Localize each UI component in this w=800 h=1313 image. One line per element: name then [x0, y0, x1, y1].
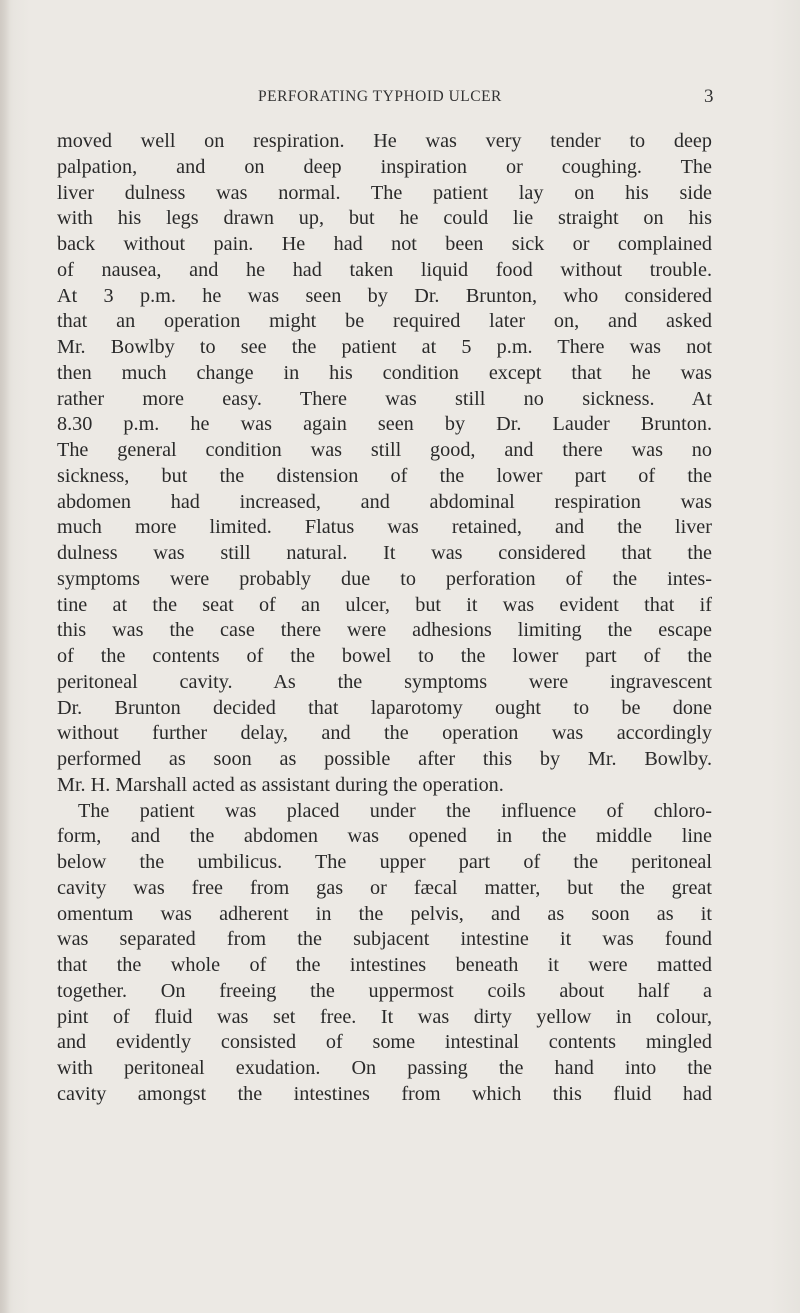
text-line: of nausea, and he had taken liquid food without trouble. [57, 258, 712, 281]
text-line: symptoms were probably due to perforation of the intes- [57, 567, 712, 590]
text-line: At 3 p.m. he was seen by Dr. Brunton, who considered [57, 284, 712, 307]
text-line: with peritoneal exudation. On passing the hand into the [57, 1057, 712, 1079]
text-line: with his legs drawn up, but he could lie straight on his [57, 207, 712, 230]
binding-gutter-shadow [0, 0, 10, 1313]
text-line: then much change in his condition except that he was [57, 361, 712, 384]
text-line: omentum was adherent in the pelvis, and as soon as it [57, 902, 712, 925]
body-text [57, 129, 712, 1108]
text-line: of the contents of the bowel to the lower part of the [57, 645, 712, 667]
running-title: PERFORATING TYPHOID ULCER [258, 88, 502, 105]
running-header [0, 88, 800, 112]
text-line: below the umbilicus. The upper part of the peritoneal [57, 851, 712, 873]
text-line: The general condition was still good, and there was no [57, 439, 712, 461]
text-line: that the whole of the intestines beneath it were matted [57, 954, 712, 976]
text-line: sickness, but the distension of the lower part of the [57, 464, 712, 487]
text-line: tine at the seat of an ulcer, but it was evident that if [57, 593, 712, 616]
text-line: liver dulness was normal. The patient lay on his side [57, 181, 712, 204]
text-line: without further delay, and the operation was accordingly [57, 722, 712, 745]
text-line: that an operation might be required later on, and asked [57, 310, 712, 333]
text-line: and evidently consisted of some intestinal contents mingled [57, 1031, 712, 1054]
text-line: peritoneal cavity. As the symptoms were ingravescent [57, 670, 712, 693]
page-number: 3 [704, 86, 714, 107]
text-line: together. On freeing the uppermost coils about half a [57, 979, 712, 1002]
text-line: form, and the abdomen was opened in the middle line [57, 825, 712, 848]
text-line: much more limited. Flatus was retained, and the liver [57, 516, 712, 539]
text-line: 8.30 p.m. he was again seen by Dr. Lauder Brunton. [57, 413, 712, 436]
text-line: Dr. Brunton decided that laparotomy ought to be done [57, 696, 712, 719]
text-line: abdomen had increased, and abdominal respiration was [57, 490, 712, 513]
text-line: dulness was still natural. It was considered that the [57, 542, 712, 564]
text-line: The patient was placed under the influence of chloro- [78, 799, 712, 822]
text-line: moved well on respiration. He was very tender to deep [57, 130, 712, 152]
text-line: cavity amongst the intestines from which this fluid had [57, 1082, 712, 1105]
text-line: Mr. Bowlby to see the patient at 5 p.m. There was not [57, 336, 712, 358]
text-line: this was the case there were adhesions limiting the escape [57, 619, 712, 642]
text-line: performed as soon as possible after this by Mr. Bowlby. [57, 748, 712, 770]
text-line: palpation, and on deep inspiration or coughing. The [57, 155, 712, 178]
text-line: rather more easy. There was still no sickness. At [57, 387, 712, 410]
text-line: back without pain. He had not been sick or complained [57, 233, 712, 255]
text-line: Mr. H. Marshall acted as assistant during the operation. [57, 773, 504, 796]
text-line: cavity was free from gas or fæcal matter, but the great [57, 876, 712, 899]
text-line: was separated from the subjacent intestine it was found [57, 928, 712, 951]
text-line: pint of fluid was set free. It was dirty yellow in colour, [57, 1005, 712, 1028]
